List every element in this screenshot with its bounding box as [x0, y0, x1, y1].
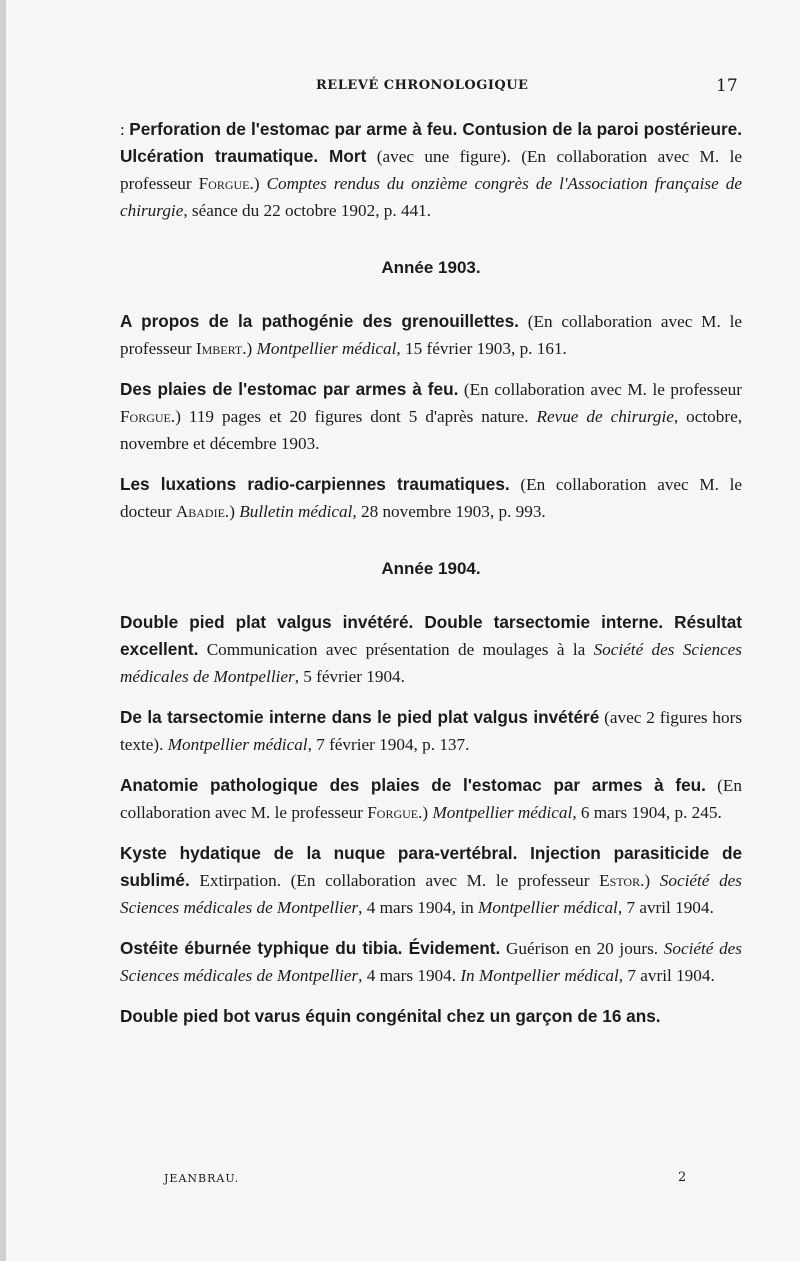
- journal-title: Société des Sciences médicales de Montpellier: [120, 939, 742, 985]
- entry-text: Extirpation. (En collaboration avec M. le professeur: [189, 871, 600, 890]
- entry-grenouillettes: [120, 308, 742, 362]
- journal-title: In Montpellier médical: [460, 966, 619, 985]
- collaborator-name: Imbert: [195, 339, 243, 358]
- entry-text: .): [249, 174, 267, 193]
- journal-title: Société des Sciences médicales de Montpellier: [120, 871, 742, 917]
- entry-text: , 4 mars 1904, in: [358, 898, 478, 917]
- journal-title: Montpellier médical: [167, 735, 308, 754]
- entry-text: .): [224, 502, 240, 521]
- journal-title: Montpellier médical: [477, 898, 618, 917]
- collaborator-name: Forgue: [198, 174, 250, 193]
- journal-title: Revue de chirurgie: [536, 407, 674, 426]
- entry-text: Communication avec présentation de moulages à la: [198, 640, 594, 659]
- entry-text: , 7 avril 1904.: [617, 898, 714, 917]
- entry-text: , 28 novembre 1903, p. 993.: [352, 502, 546, 521]
- entry-estomac-perforation: [120, 116, 742, 224]
- entry-text: (avec une figure). (En collaboration avec M. le professeur: [120, 147, 742, 193]
- entry-title: Les luxations radio-carpiennes traumatiques.: [120, 474, 510, 494]
- journal-title: Bulletin médical: [239, 502, 353, 521]
- entry-text: , 5 février 1904.: [294, 667, 405, 686]
- entry-title: Kyste hydatique de la nuque para-vertébral. Injection parasiticide de sublimé.: [120, 843, 742, 890]
- entry-title: A propos de la pathogénie des grenouillettes.: [120, 311, 519, 331]
- entry-title: Double pied plat valgus invétéré. Double tarsectomie interne. Résultat excellent.: [120, 612, 742, 659]
- signature-mark: JEANBRAU.: [164, 1172, 240, 1185]
- entry-text: .): [418, 803, 433, 822]
- entry-text: , 6 mars 1904, p. 245.: [572, 803, 722, 822]
- entry-title: Anatomie pathologique des plaies de l'estomac par armes à feu.: [120, 775, 706, 795]
- year-heading-1903: Année 1903.: [381, 258, 481, 277]
- entry-text: (En collaboration avec M. le professeur: [458, 380, 742, 399]
- journal-title: Société des Sciences médicales de Montpellier: [120, 640, 742, 686]
- entry-text: , octobre, novembre et décembre 1903.: [120, 407, 742, 453]
- collaborator-name: Abadie: [175, 502, 225, 521]
- entry-title: Double pied bot varus équin congénital chez un garçon de 16 ans.: [120, 1006, 661, 1026]
- entry-text: , séance du 22 octobre 1902, p. 441.: [183, 201, 432, 220]
- entry-title: De la tarsectomie interne dans le pied plat valgus invétéré: [120, 707, 600, 727]
- entry-kyste: [120, 840, 742, 921]
- entry-pied-bot: [120, 1003, 742, 1030]
- entry-title: Des plaies de l'estomac par armes à feu.: [120, 379, 459, 399]
- entry-pied-plat: [120, 609, 742, 690]
- collaborator-name: Forgue: [120, 407, 171, 426]
- entry-text: Guérison en 20 jours.: [500, 939, 664, 958]
- entry-text: (En collaboration avec M. le professeur: [120, 776, 742, 822]
- entry-text: (En collaboration avec M. le docteur: [120, 475, 742, 521]
- entry-text: , 7 février 1904, p. 137.: [307, 735, 470, 754]
- journal-title: Comptes rendus du onzième congrès de l'Association française de chirurgie: [120, 174, 742, 220]
- running-head: RELEVÉ CHRONOLOGIQUE: [316, 78, 529, 93]
- entry-text: .): [242, 339, 257, 358]
- entry-text: .) 119 pages et 20 figures dont 5 d'après nature.: [170, 407, 537, 426]
- signature-number: 2: [678, 1170, 687, 1185]
- entry-text: , 4 mars 1904.: [358, 966, 461, 985]
- entry-text: (avec 2 figures hors texte).: [120, 708, 743, 754]
- year-heading-1904: Année 1904.: [381, 559, 481, 578]
- entry-osteite: [120, 935, 742, 989]
- entry-text: , 15 février 1903, p. 161.: [396, 339, 567, 358]
- entry-text: (En collaboration avec M. le professeur: [120, 312, 742, 358]
- text-block: [120, 116, 742, 1044]
- entry-text: , 7 avril 1904.: [618, 966, 715, 985]
- entry-marker: :: [120, 120, 125, 139]
- entry-plaies-estomac: [120, 376, 742, 457]
- collaborator-name: Forgue: [367, 803, 419, 822]
- journal-title: Montpellier médical: [256, 339, 397, 358]
- entry-title: Ostéite éburnée typhique du tibia. Évidement.: [120, 938, 501, 958]
- page-number: 17: [716, 76, 738, 96]
- entry-tarsectomie: [120, 704, 742, 758]
- entry-luxations: [120, 471, 742, 525]
- entry-anatomie: [120, 772, 742, 826]
- collaborator-name: Estor: [599, 871, 641, 890]
- journal-title: Montpellier médical: [432, 803, 573, 822]
- entry-title: Perforation de l'estomac par arme à feu. Contusion de la paroi postérieure. Ulcération traumatique. Mort: [120, 119, 743, 166]
- entry-text: .): [640, 871, 660, 890]
